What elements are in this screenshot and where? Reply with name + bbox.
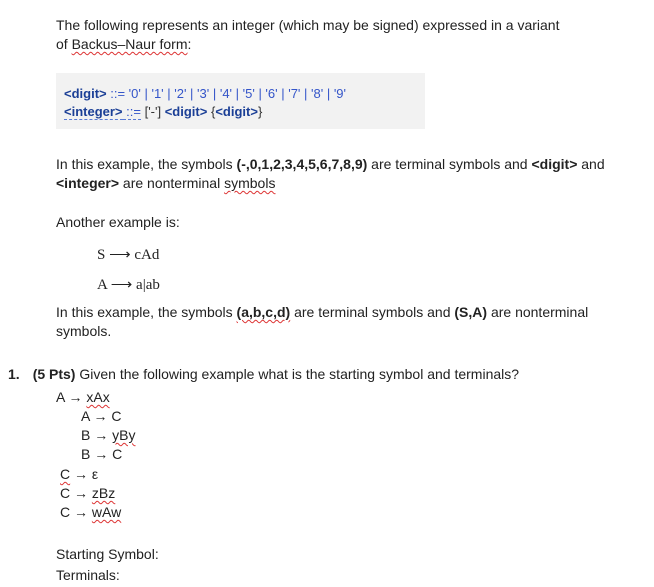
example1-line-1: In this example, the symbols (-,0,1,2,3,4,5,6,7,8,9) are terminal symbols and <digit> and bbox=[56, 156, 605, 172]
terminals-label: Terminals: bbox=[56, 567, 120, 583]
bnf-link-text: Backus–Naur form bbox=[71, 36, 188, 52]
rule-2: A → C bbox=[81, 408, 122, 424]
code-line-integer: <integer> ::= ['-'] <digit> {<digit>} bbox=[64, 104, 263, 119]
rule-4: B → C bbox=[81, 446, 123, 462]
code-line-digit: <digit> ::= '0' | '1' | '2' | '3' | '4' | '5' | '6' | '7' | '8' | '9' bbox=[64, 86, 347, 101]
question-1: 1. (5 Pts) Given the following example what is the starting symbol and terminals? bbox=[8, 366, 520, 382]
grammar-rule-s: S ⟶ cAd bbox=[97, 247, 160, 263]
intro-line-1: The following represents an integer (which may be signed) expressed in a variant bbox=[56, 17, 560, 33]
another-example-label: Another example is: bbox=[56, 214, 180, 230]
intro-line-2: of Backus–Naur form: bbox=[56, 36, 192, 52]
example2-line-1: In this example, the symbols (a,b,c,d) are terminal symbols and (S,A) are nonterminal bbox=[56, 304, 589, 320]
example1-line-2: <integer> are nonterminal symbols bbox=[56, 175, 276, 191]
rule-7: C → wAw bbox=[60, 504, 122, 520]
rule-3: B → yBy bbox=[81, 427, 136, 443]
rule-6: C → zBz bbox=[60, 485, 116, 501]
grammar-rule-a: A ⟶ a|ab bbox=[97, 277, 160, 293]
rule-5: C → ε bbox=[60, 466, 99, 482]
example2-line-2: symbols. bbox=[56, 323, 112, 339]
starting-symbol-label: Starting Symbol: bbox=[56, 546, 159, 562]
rule-1: A → xAx bbox=[56, 389, 110, 405]
